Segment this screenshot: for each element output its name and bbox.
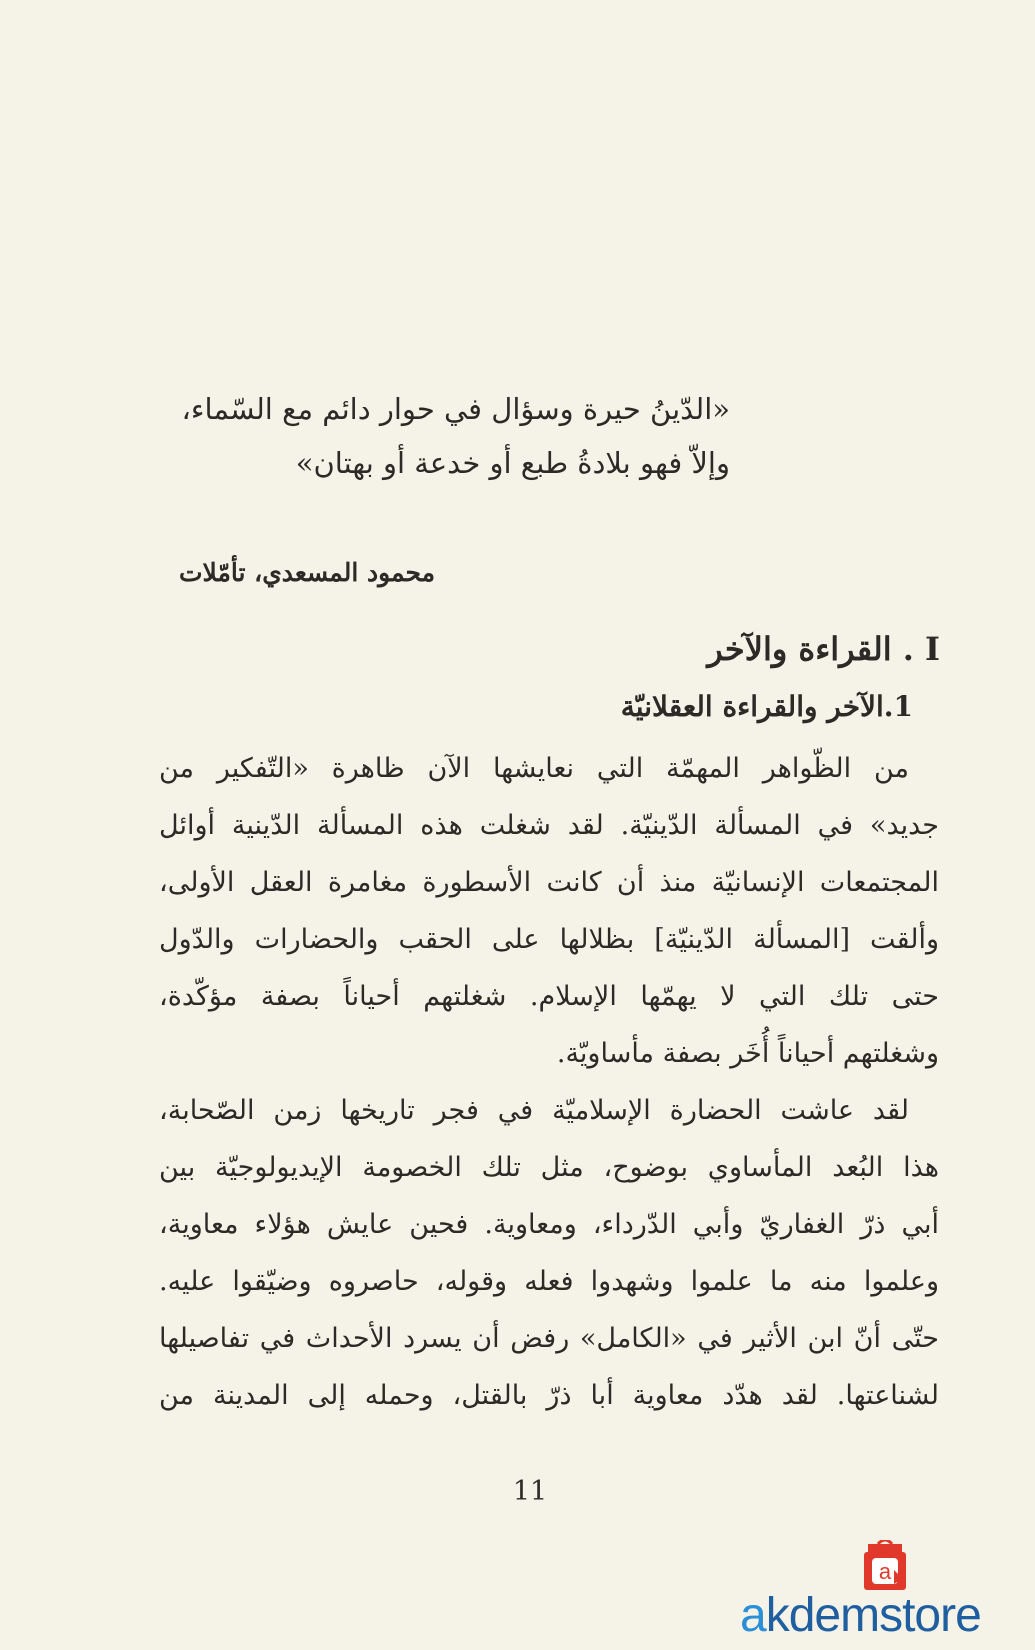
paragraph-2-line: لقد عاشت الحضارة الإسلاميّة في فجر تاريخها زمن الصّحابة، [159,1095,909,1126]
page-number: 11 [512,1476,548,1507]
akdemstore-logo [740,1540,1030,1645]
body-text [159,740,939,1424]
paragraph-2-line: لشناعتها. لقد هدّد معاوية أبا ذرّ بالقتل، وحمله إلى المدينة من [159,1380,939,1411]
epigraph-line-2: وإلاّ فهو بلادةُ طبع أو خدعة أو بهتان» [295,446,730,480]
paragraph-2-line: أبي ذرّ الغفاريّ وأبي الدّرداء، ومعاوية. فحين عايش هؤلاء معاوية، [159,1209,939,1240]
paragraph-2-line: حتّى أنّ ابن الأثير في «الكامل» رفض أن يسرد الأحداث في تفاصيلها [159,1323,939,1354]
section-heading: I . القراءة والآخر [707,630,940,668]
paragraph-1-line: وألقت [المسألة الدّينيّة] بظلالها على الحقب والحضارات والدّول [159,924,939,955]
logo-icon-letter: a [878,1559,892,1584]
sub-heading: 1.الآخر والقراءة العقلانيّة [620,690,913,723]
paragraph-2-line: هذا البُعد المأساوي بوضوح، مثل تلك الخصومة الإيديولوجيّة بين [159,1152,939,1183]
logo-wordmark-rest: kdemstore [765,1589,981,1642]
paragraph-1-line: جديد» في المسألة الدّينيّة. لقد شغلت هذه المسألة الدّينية أوائل [159,810,939,841]
paragraph-2-line: وعلموا منه ما علموا وشهدوا فعله وقوله، حاصروه وضيّقوا عليه. [159,1266,939,1297]
logo-wordmark-a: a [740,1589,766,1642]
paragraph-1-line: من الظّواهر المهمّة التي نعايشها الآن ظاهرة «التّفكير من [159,753,909,784]
epigraph-line-1: «الدّينُ حيرة وسؤال في حوار دائم مع السّماء، [181,392,730,426]
logo-wordmark [740,1588,981,1643]
paragraph-1-line: حتى تلك التي لا يهمّها الإسلام. شغلتهم أحياناً بصفة مؤكّدة، [159,981,939,1012]
epigraph-attribution: محمود المسعدي، تأمّلات [179,558,435,587]
paragraph-1-line: وشغلتهم أحياناً أُخَر بصفة مأساويّة. [556,1038,939,1069]
epigraph-quote [170,382,730,490]
paragraph-1-line: المجتمعات الإنسانيّة منذ أن كانت الأسطورة مغامرة العقل الأولى، [159,867,939,898]
gift-bag-icon [858,1540,912,1594]
